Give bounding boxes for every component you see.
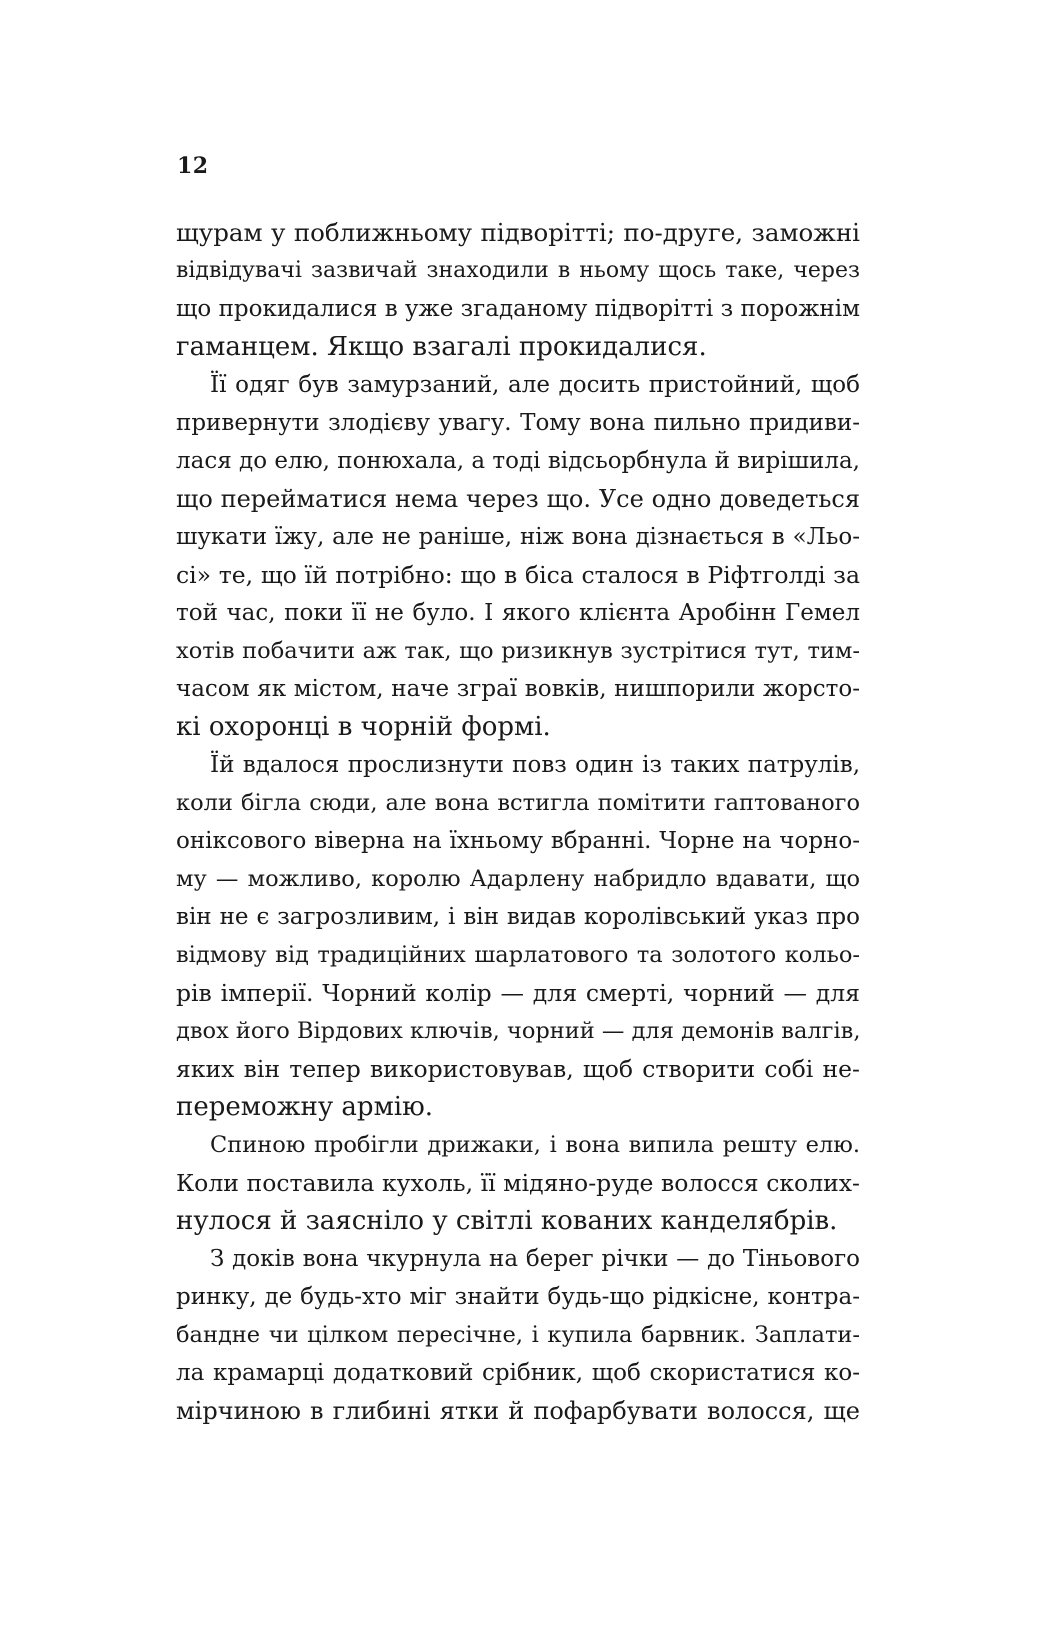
text-line: щурам у поближньому підворітті; по-друге, заможні <box>176 218 860 247</box>
paragraph <box>176 1240 860 1430</box>
text-line: він не є загрозливим, і він видав королівський указ про <box>176 904 860 930</box>
text-line: яких він тепер використовував, щоб створити собі не- <box>176 1055 860 1083</box>
text-line: відмову від традиційних шарлатового та золотого кольо- <box>176 942 860 968</box>
text-line: мірчиною в глибині ятки й пофарбувати волосся, ще <box>176 1397 860 1425</box>
paragraph <box>176 1126 860 1240</box>
text-line: оніксового віверна на їхньому вбранні. Чорне на чорно- <box>176 828 860 854</box>
text-line: що прокидалися в уже згаданому підворітті з порожнім <box>176 296 860 322</box>
text-line: хотів побачити аж так, що ризикнув зустрітися тут, тим- <box>176 638 860 664</box>
text-line: часом як містом, наче зграї вовків, нишпорили жорсто- <box>176 676 860 702</box>
text-line: привернути злодієву увагу. Тому вона пильно придиви- <box>176 410 860 436</box>
text-line: ла крамарці додатковий срібник, щоб скористатися ко- <box>176 1360 860 1386</box>
paragraph <box>176 366 860 746</box>
text-line: відвідувачі зазвичай знаходили в ньому щось таке, через <box>176 258 860 283</box>
paragraph <box>176 746 860 1126</box>
paragraph <box>176 214 860 366</box>
text-line: нулося й заясніло у світлі кованих канделябрів. <box>176 1206 838 1236</box>
text-line: Їй вдалося прослизнути повз один із таких патрулів, <box>210 752 860 778</box>
text-line: той час, поки її не було. І якого клієнта Аробінн Гемел <box>176 600 860 626</box>
text-line: ринку, де будь-хто міг знайти будь-що рідкісне, контра- <box>176 1284 860 1310</box>
text-line: му — можливо, королю Адарлену набридло вдавати, що <box>176 866 860 892</box>
text-line: гаманцем. Якщо взагалі прокидалися. <box>176 332 707 362</box>
text-line: Спиною пробігли дрижаки, і вона випила решту елю. <box>210 1132 860 1158</box>
text-line: Коли поставила кухоль, її мідяно-руде волосся сколих- <box>176 1169 860 1197</box>
text-line: З доків вона чкурнула на берег річки — до Тіньового <box>210 1246 860 1272</box>
text-line: переможну армію. <box>176 1092 434 1122</box>
text-line: коли бігла сюди, але вона встигла помітити гаптованого <box>176 790 860 816</box>
body-text <box>176 214 860 1430</box>
text-line: шукати їжу, але не раніше, ніж вона дізнається в «Льо- <box>176 524 860 550</box>
text-line: бандне чи цілком пересічне, і купила барвник. Заплати- <box>176 1322 860 1348</box>
text-line: рів імперії. Чорний колір — для смерті, чорний — для <box>176 979 860 1007</box>
text-line: що перейматися нема через що. Усе одно доведеться <box>176 485 860 513</box>
text-line: лася до елю, понюхала, а тоді відсьорбнула й вирішила, <box>176 448 860 474</box>
page-number: 12 <box>177 153 209 179</box>
text-line: кі охоронці в чорній формі. <box>176 712 551 742</box>
text-line: сі» те, що їй потрібно: що в біса сталося в Ріфтголді за <box>176 561 860 589</box>
text-line: двох його Вірдових ключів, чорний — для демонів валгів, <box>176 1018 861 1044</box>
text-line: Її одяг був замурзаний, але досить пристойний, щоб <box>210 372 860 398</box>
